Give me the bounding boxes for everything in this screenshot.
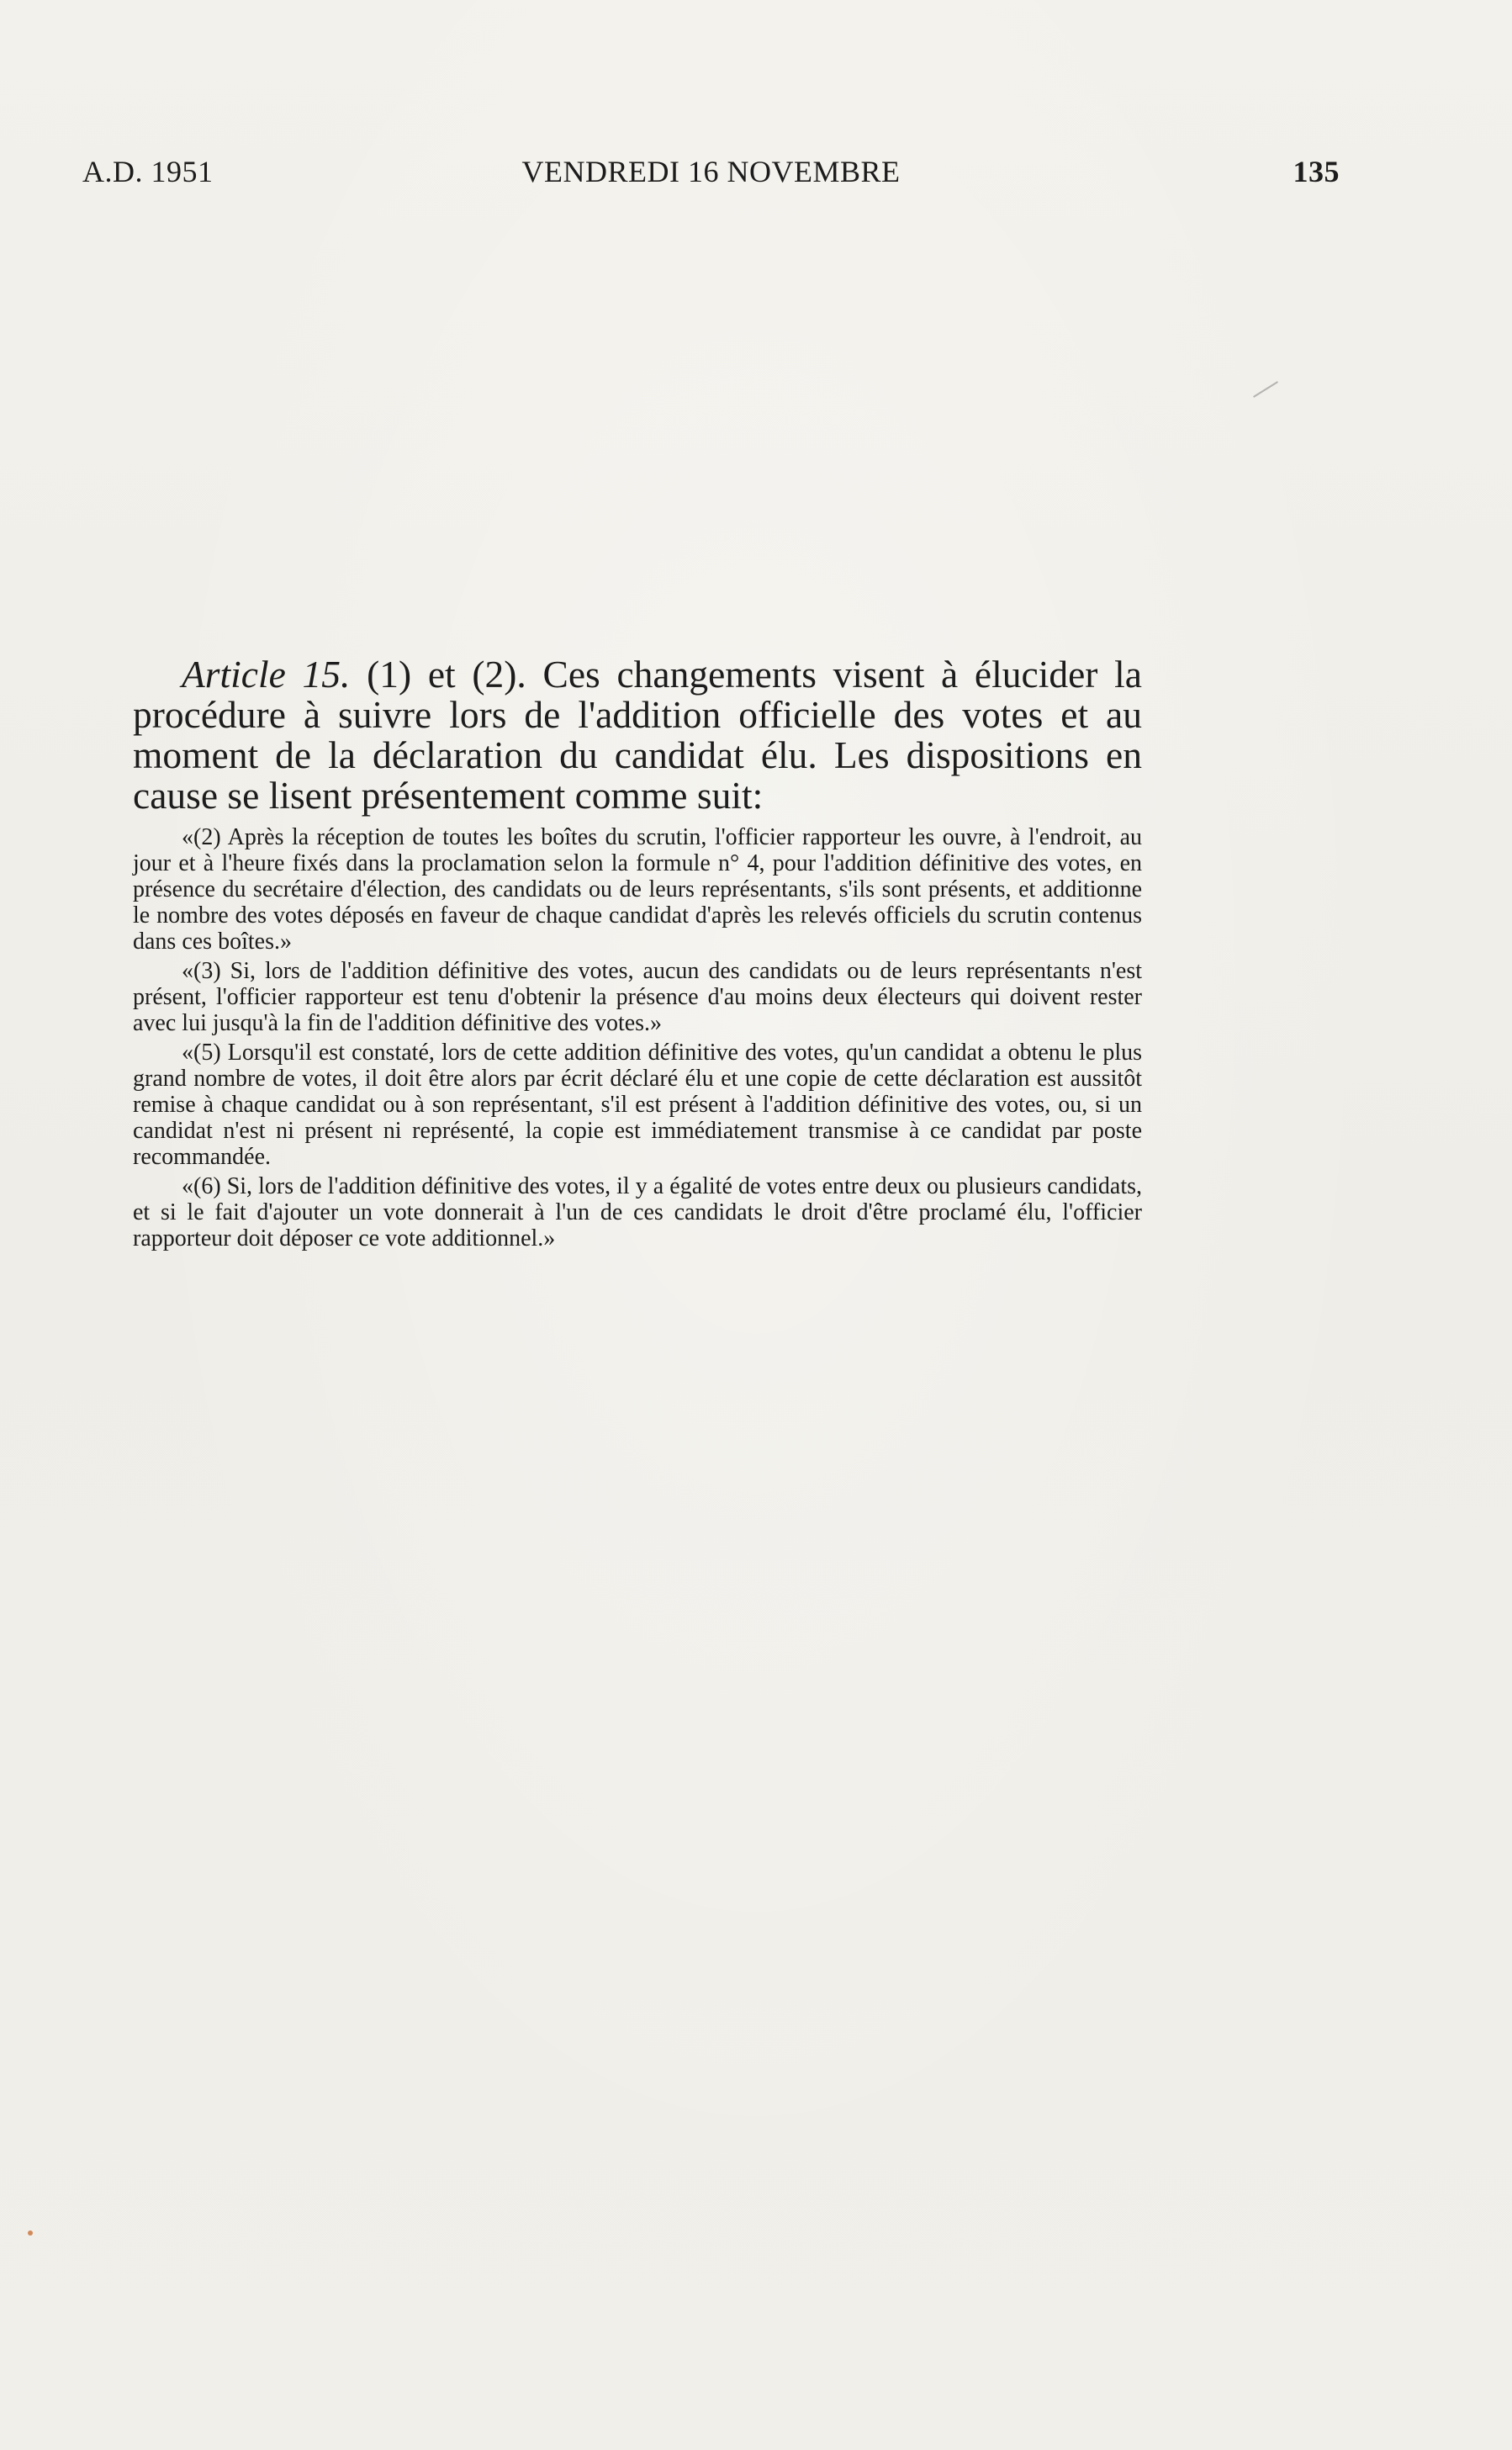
page-header	[82, 154, 1340, 196]
header-year: A.D. 1951	[82, 155, 214, 188]
quoted-provision-5: «(5) Lorsqu'il est constaté, lors de cette addition définitive des votes, qu'un candidat a obtenu le plus grand nombre de votes, il doit être alors par écrit déclaré élu et une copie de cette déclaration est aussitôt remise à chaque candidat ou à son représentant, s'il est présent à l'addition définitive des votes, ou, si un candidat n'est ni présent ni représenté, la copie est immédiatement transmise à ce candidat par poste recommandée.	[133, 1040, 1142, 1170]
header-date: VENDREDI 16 NOVEMBRE	[521, 155, 901, 188]
article-title: Article 15.	[182, 653, 351, 696]
quoted-provision-3: «(3) Si, lors de l'addition définitive des votes, aucun des candidats ou de leurs représentants n'est présent, l'officier rapporteur est tenu d'obtenir la présence d'au moins deux électeurs qui doivent rester avec lui jusqu'à la fin de l'addition définitive des votes.»	[133, 958, 1142, 1036]
pen-mark	[1253, 381, 1278, 398]
page-number: 135	[1293, 155, 1340, 188]
article-lead-text: (1) et (2). Ces changements visent à élucider la procédure à suivre lors de l'addition officielle des votes et au moment de la déclaration du candidat élu. Les dispositions en cause se lisent présentement comme suit:	[133, 653, 1142, 817]
quoted-provision-2: «(2) Après la réception de toutes les boîtes du scrutin, l'officier rapporteur les ouvre, à l'endroit, au jour et à l'heure fixés dans la proclamation selon la formule n° 4, pour l'addition définitive des votes, en présence du secrétaire d'élection, des candidats ou de leurs représentants, s'ils sont présents, et additionne le nombre des votes déposés en faveur de chaque candidat d'après les relevés officiels du scrutin contenus dans ces boîtes.»	[133, 824, 1142, 955]
article-lead-paragraph	[133, 654, 1142, 816]
quoted-provisions	[133, 824, 1142, 1251]
quoted-provision-6: «(6) Si, lors de l'addition définitive des votes, il y a égalité de votes entre deux ou plusieurs candidats, et si le fait d'ajouter un vote donnerait à l'un de ces candidats le droit d'être proclamé élu, l'officier rapporteur doit déposer ce vote additionnel.»	[133, 1173, 1142, 1251]
article-section	[133, 654, 1142, 1255]
paper-speck	[28, 2230, 33, 2236]
